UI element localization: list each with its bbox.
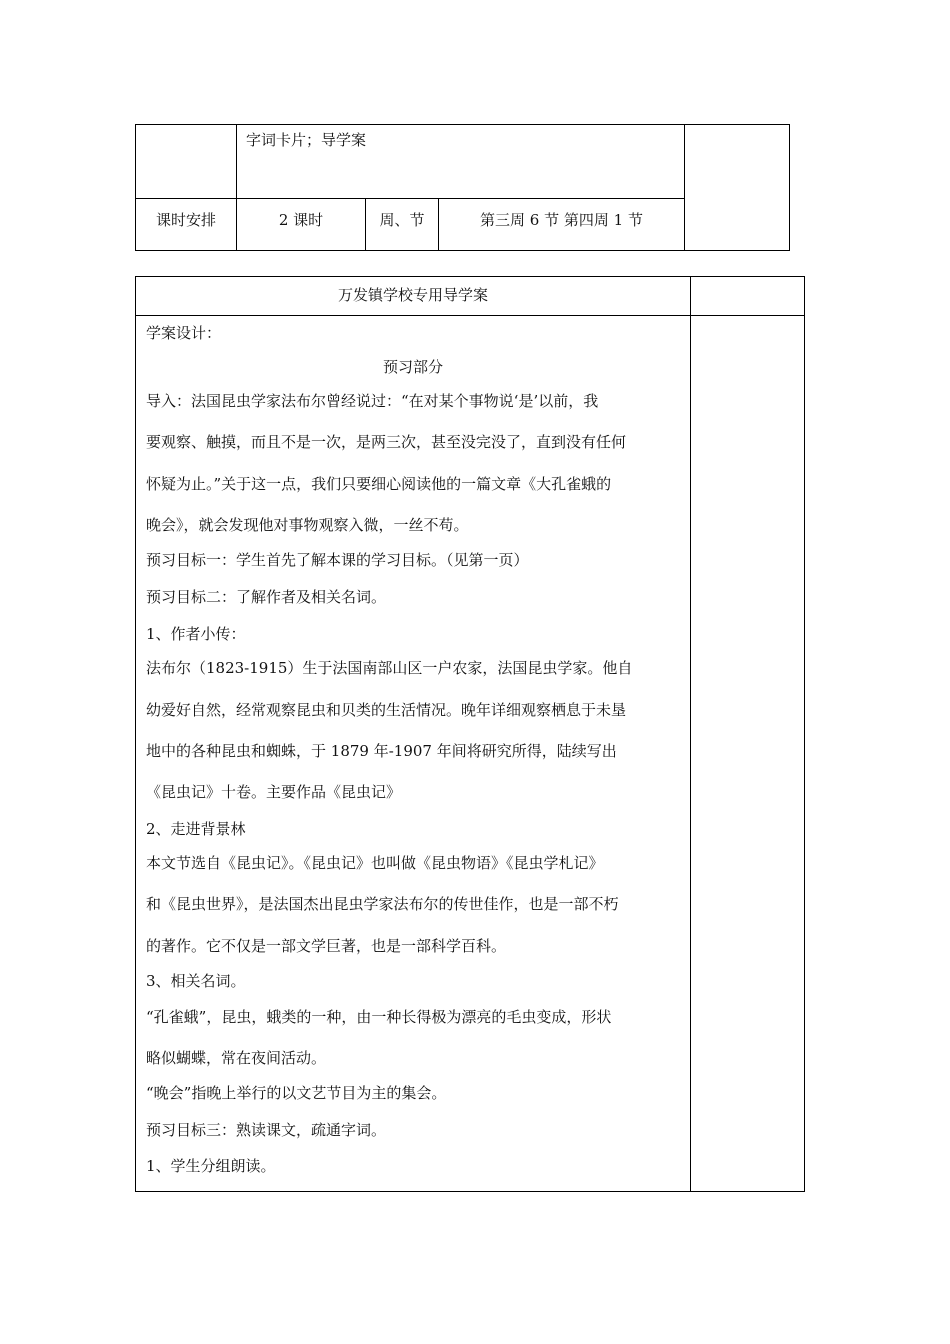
paragraph-line: 的著作。它不仅是一部文学巨著，也是一部科学百科。 [146, 937, 507, 955]
column-divider [684, 125, 685, 250]
paragraph-line: 和《昆虫世界》，是法国杰出昆虫学家法布尔的传世佳作，也是一部不朽 [146, 895, 619, 913]
table-header: 万发镇学校专用导学案 [337, 286, 488, 304]
column-divider [690, 277, 691, 1191]
paragraph-line: 怀疑为止。”关于这一点，我们只要细心阅读他的一篇文章《大孔雀蛾的 [146, 475, 612, 493]
section-title: 学案设计： [146, 324, 222, 342]
paragraph-line: 要观察、触摸，而且不是一次，是两三次，甚至没完没了，直到没有任何 [146, 433, 627, 451]
paragraph-line: 法布尔（1823-1915）生于法国南部山区一户农家，法国昆虫学家。他自 [146, 659, 633, 677]
paragraph-line: 幼爱好自然，经常观察昆虫和贝类的生活情况。晚年详细观察栖息于未垦 [146, 701, 627, 719]
paragraph-line: 1、作者小传： [146, 625, 246, 643]
paragraph-line: 晚会》，就会发现他对事物观察入微，一丝不苟。 [146, 516, 469, 534]
schedule-value: 2 课时 [278, 211, 324, 229]
paragraph-line: 2、走进背景林 [146, 820, 246, 838]
paragraph-line: 《昆虫记》十卷。主要作品《昆虫记》 [146, 783, 402, 801]
paragraph-line: 预习目标一：学生首先了解本课的学习目标。（见第一页） [146, 551, 529, 569]
paragraph-line: 略似蝴蝶，常在夜间活动。 [146, 1049, 327, 1067]
row-divider [136, 198, 684, 199]
week-value: 第三周 6 节 第四周 1 节 [480, 211, 643, 229]
paragraph-line: 导入：法国昆虫学家法布尔曾经说过：“在对某个事物说‘是’以前，我 [146, 392, 599, 410]
study-guide-table [135, 276, 805, 1192]
paragraph-line: 3、相关名词。 [146, 972, 246, 990]
paragraph-line: 预习目标三：熟读课文，疏通字词。 [146, 1121, 387, 1139]
section-heading: 预习部分 [382, 358, 443, 376]
paragraph-line: 预习目标二：了解作者及相关名词。 [146, 588, 387, 606]
week-label: 周、节 [379, 211, 425, 229]
column-divider [236, 125, 237, 250]
row-divider [136, 315, 804, 316]
paragraph-line: 本文节选自《昆虫记》。《昆虫记》也叫做《昆虫物语》《昆虫学札记》 [146, 854, 604, 872]
materials-text: 字词卡片；导学案 [246, 131, 367, 149]
schedule-label: 课时安排 [155, 211, 216, 229]
paragraph-line: 1、学生分组朗读。 [146, 1157, 276, 1175]
lesson-info-table [135, 124, 790, 251]
paragraph-line: “孔雀蛾”，昆虫，蛾类的一种，由一种长得极为漂亮的毛虫变成，形状 [146, 1008, 612, 1026]
paragraph-line: “晚会”指晚上举行的以文艺节目为主的集会。 [146, 1084, 447, 1102]
paragraph-line: 地中的各种昆虫和蜘蛛，于 1879 年-1907 年间将研究所得，陆续写出 [146, 742, 617, 760]
